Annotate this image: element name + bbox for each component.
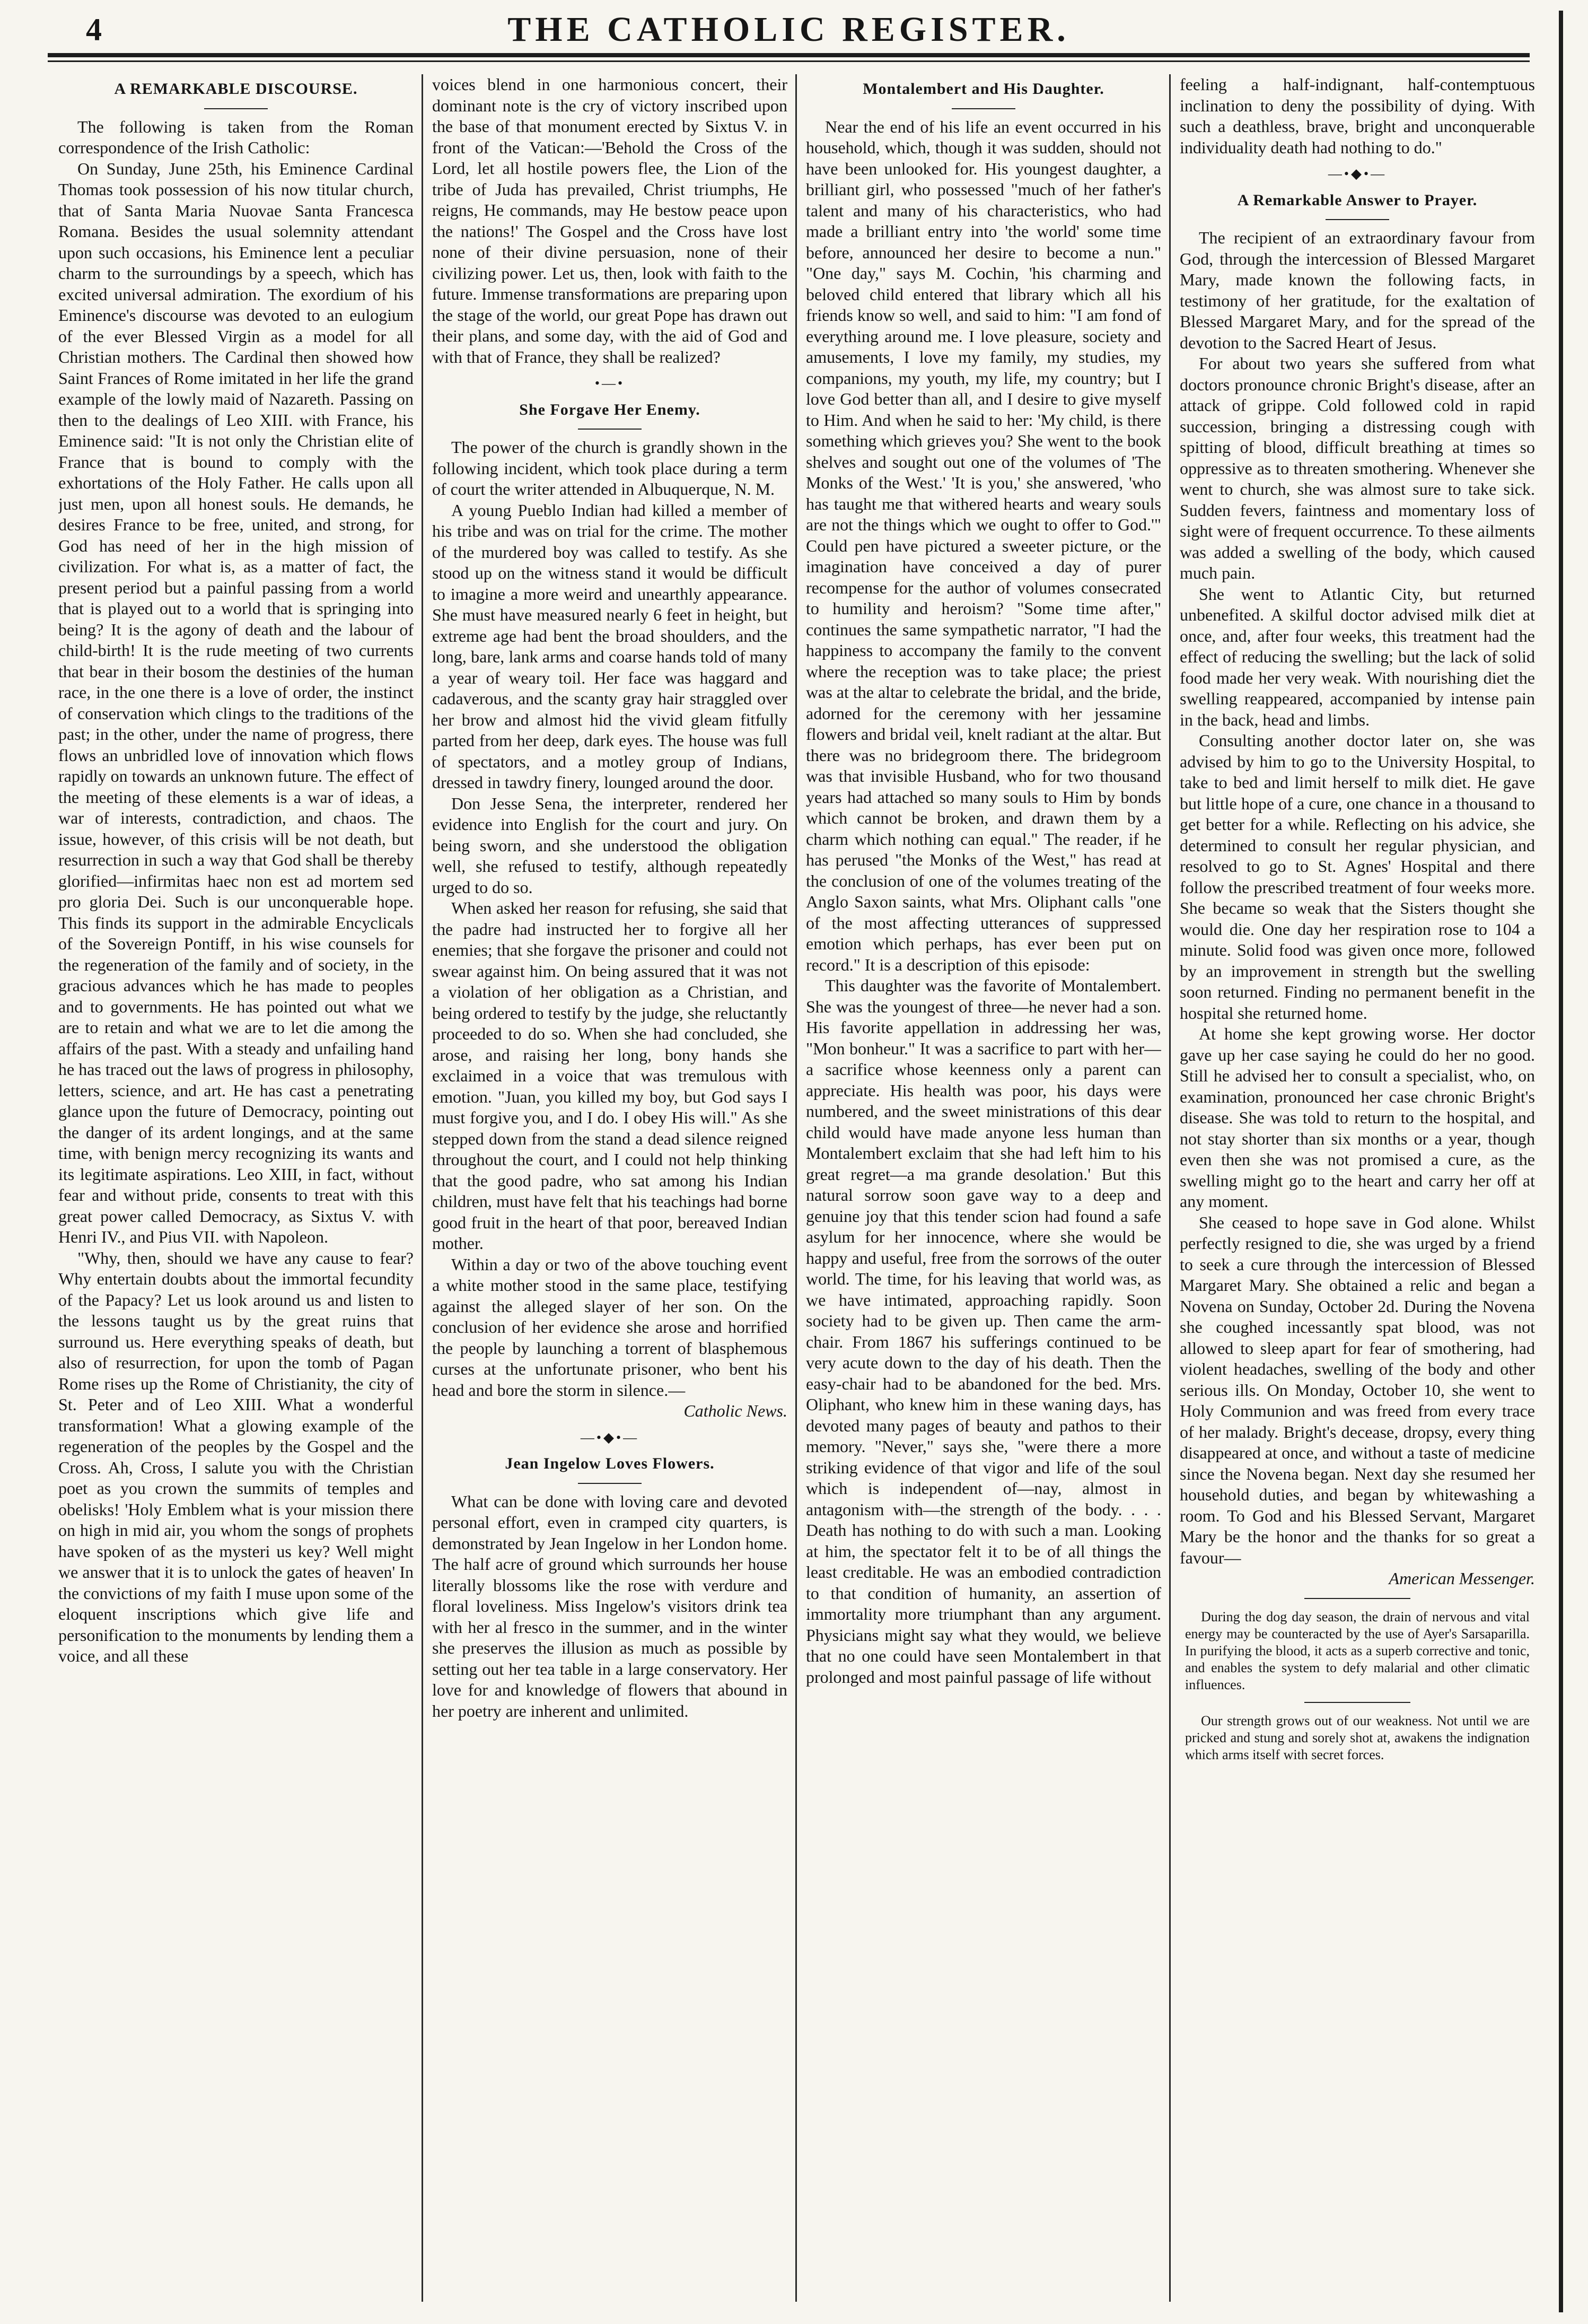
column-2 (432, 74, 787, 2307)
article-paragraph: feeling a half-indignant, half-contemptuous inclination to deny the possibility of dying. With such a deathless, brave, bright and unconquerable individuality death had nothing to do." (1180, 75, 1535, 157)
headline-rule (1326, 219, 1389, 220)
column-3 (806, 74, 1161, 2307)
notice-rule (1304, 1702, 1410, 1703)
headline-answer-to-prayer: A Remarkable Answer to Prayer. (1237, 191, 1478, 209)
column-divider (1169, 74, 1171, 2302)
article-paragraph: At home she kept growing worse. Her doctor gave up her case saying he could do her no good. Still he advised her to consult a specialist, who, on examination, pronounced her case chronic Bright's disease. She was told to return to the hospital, and not stay shorter than six months or a year, though even then she was not promised a cure, as the swelling might go to the heart and carry her off at any moment. (1180, 1024, 1535, 1211)
headline-she-forgave: She Forgave Her Enemy. (519, 400, 700, 418)
headline-rule (578, 429, 642, 430)
newspaper-title: THE CATHOLIC REGISTER. (507, 10, 1070, 49)
column-divider (795, 74, 797, 2302)
article-paragraph: "Why, then, should we have any cause to fear? Why entertain doubts about the immortal fecundity of the Papacy? Let us look around us and listen to the lessons taught us by the great ruins that surround us. Here everything speaks of death, but also of resurrection, for upon the tomb of Pagan Rome rises up the Rome of Christianity, the city of St. Peter and of Leo XIII. What a wonderful transformation! What a glowing example of the regeneration of the peoples by the Gospel and the Cross. Ah, Cross, I salute you with the Christian poet as you crown the summits of temples and obelisks! 'Holy Emblem what is your mission there on high in mid air, you whom the songs of prophets have spoken of as the mysteri us key? Well might we answer that it is to unlock the gates of heaven' In the convictions of my faith I muse upon some of the eloquent inscriptions which give life and personification to the monuments by lending them a voice, and all these (58, 1248, 414, 1665)
article-paragraph: For about two years she suffered from what doctors pronounce chronic Bright's disease, after an attack of grippe. Cold followed cold in rapid succession, bringing a distressing cough with spitting of blood, difficult breathing at times so oppressive as to threaten smothering. Whenever she went to church, she was almost sure to take sick. Sudden fevers, faintness and momentary loss of sight were of frequent occurrence. To these ailments was added a swelling of the body, which caused much pain. (1180, 354, 1535, 582)
article-paragraph: voices blend in one harmonious concert, their dominant note is the cry of victory inscribed upon the base of that monument erected by Sixtus V. in front of the Vatican:—'Behold the Cross of the Lord, let all hostile powers flee, the Lion of the tribe of Juda has prevailed, Christ triumphs, He reigns, He commands, may He bestow peace upon the nations!' The Gospel and the Cross have lost none of their divine persuasion, none of their civilizing power. Let us, then, look with faith to the future. Immense transformations are preparing upon the stage of the world, our great Pope has drawn out their plans, and some day, with the aid of God and with that of France, they shall be realized? (432, 75, 787, 366)
column-divider (422, 74, 423, 2302)
article-paragraph: On Sunday, June 25th, his Eminence Cardinal Thomas took possession of his now titular church, that of Santa Maria Nuovae Santa Francesca Romana. Besides the usual solemnity attendant upon such occasions, his Eminence lent a peculiar charm to the surroundings by a speech, which has excited universal admiration. The exordium of his Eminence's discourse was devoted to an eulogium of the ever Blessed Virgin as a model for all Christian mothers. The Cardinal then showed how Saint Frances of Rome imitated in her life the grand example of the lowly maid of Nazareth. Passing on then to the dealings of Leo XIII. with France, his Eminence said: "It is not only the Christian elite of France that is bound to comply with the exhortations of the Holy Father. He calls upon all just men, upon all honest souls. He demands, he desires France to be free, united, and strong, for God has need of her in the high mission of civilization. For what is, as a matter of fact, the present period but a painful passing from a world that is played out to a world that is springing into being? It is the agony of death and the labour of child-birth! It is the rude meeting of two currents that bear in their bosom the destinies of the human race, in the one there is a love of order, the instinct of conservation which clings to the traditions of the past; in the other, under the name of progress, there flows an unbridled love of innovation which flows rapidly on towards an unknown future. The effect of the meeting of these elements is a war of ideas, a war of interests, contradiction, and chaos. The issue, however, of this crisis will be not death, but resurrection in such a way that God shall be thereby glorified—infirmitas haec non est ad mortem sed pro gloria Dei. Such is our unconquerable hope. This finds its support in the admirable Encyclicals of the Sovereign Pontiff, in his wise counsels for the regeneration of the family and of society, in the gracious advances which he has made to peoples and to governments. He has pointed out what we are to retain and what we are to let die among the affairs of the past. With a steady and unfailing hand he has traced out the laws of progress in philosophy, letters, science, and art. He has cast a penetrating glance upon the future of Democracy, pointing out the danger of its ardent longings, and at the same time, with benign mercy recognizing its wants and its legitimate aspirations. Leo XIII, in fact, without fear and without pride, consents to treat with this great power called Democracy, as Sixtus V. with Henri IV., and Pius VII. with Napoleon. (58, 159, 414, 1246)
advertisement-notice: During the dog day season, the drain of nervous and vital energy may be counteracted by the use of Ayer's Sarsaparilla. In purifying the blood, it acts as a superb corrective and tonic, and enables the system to defy malarial and other climatic influences. (1185, 1609, 1530, 1692)
article-paragraph: The recipient of an extraordinary favour from God, through the intercession of Blessed Margaret Mary, made known the following facts, in testimony of her gratitude, for the exaltation of Blessed Margaret Mary, and for the spread of the devotion to the Sacred Heart of Jesus. (1180, 228, 1535, 352)
article-paragraph: This daughter was the favorite of Montalembert. She was the youngest of three—he never had a son. His favorite appellation in addressing her was, "Mon bonheur." It was a sacrifice to part with her—a sacrifice whose keenness only a parent can appreciate. His health was poor, his days were numbered, and the sweet ministrations of this dear child would have made anyone less human than Montalembert exclaim that she had left him to his great regret—a ma grande desolation.' But this natural sorrow soon gave way to a deep and genuine joy that this tender scion had found a safe asylum for her innocence, where she would be happy and useful, free from the sorrows of the outer world. The time, for his leaving that world was, as we have intimated, approaching rapidly. Soon society had to be given up. Then came the arm-chair. From 1867 his sufferings continued to be very acute down to the day of his death. Then the easy-chair had to be abandoned for the bed. Mrs. Oliphant, who knew him in these waning days, has devoted many pages of beauty and pathos to their memory. "Never," says she, "were there a more striking evidence of that vigor and life of the soul which is independent of—nay, almost in antagonism with—the strength of the body. . . . Death has nothing to do with such a man. Looking at him, the spectator felt it to be of all things the least creditable. He was an embodied contradiction to that condition of humanity, an assertion of immortality more triumphant than any argument. Physicians might say what they would, we believe that no one could have seen Montalembert in that prolonged and most painful passage of life without (806, 976, 1161, 1687)
page-right-border (1559, 11, 1563, 2312)
section-ornament: —•◆•— (580, 1429, 639, 1445)
section-ornament: •—• (594, 375, 625, 391)
masthead (48, 10, 1530, 47)
masthead-rule-thick (48, 53, 1530, 57)
article-credit: American Messenger. (1389, 1569, 1535, 1588)
headline-jean-ingelow: Jean Ingelow Loves Flowers. (505, 1455, 715, 1472)
column-1 (58, 74, 414, 2307)
article-paragraph: She ceased to hope save in God alone. Whilst perfectly resigned to die, she was urged by a friend to seek a cure through the intercession of Blessed Margaret Mary. She obtained a relic and began a Novena on Sunday, October 2d. During the Novena she coughed incessantly spat blood, was not allowed to sleep apart for fear of smothering, had violent headaches, swelling of the body and other serious ills. On Monday, October 10, she went to Holy Communion and was freed from every trace of her malady. Bright's decease, dropsy, every thing disappeared at once, and without a taste of medicine since the Novena began. Next day she resumed her household duties, and began by whitewashing a room. To God and his Blessed Servant, Margaret Mary be the honor and the thanks for so great a favour— (1180, 1212, 1535, 1567)
filler-notice: Our strength grows out of our weakness. Not until we are pricked and stung and sorely shot at, awakens the indignation which arms itself with secret forces. (1185, 1713, 1530, 1762)
article-paragraph: She went to Atlantic City, but returned unbenefited. A skilful doctor advised milk diet at once, and, after four weeks, this treatment had the effect of reducing the swelling; but the lack of solid food made her very weak. With nourishing diet the swelling reappeared, accompanied by intense pain in the back, head and limbs. (1180, 584, 1535, 729)
masthead-rule-thin (48, 60, 1530, 62)
section-ornament: —•◆•— (1328, 166, 1387, 181)
article-paragraph: What can be done with loving care and devoted personal effort, even in cramped city quarters, is demonstrated by Jean Ingelow in her London home. The half acre of ground which surrounds her house literally blossoms like the rose with verdure and floral loveliness. Miss Ingelow's visitors drink tea with her al fresco in the summer, and in the winter she preserves the illusion as much as possible by setting out her tea table in a large conservatory. Her love for and knowledge of flowers that abound in her poetry are inherent and unlimited. (432, 1491, 787, 1720)
article-paragraph: The following is taken from the Roman correspondence of the Irish Catholic: (58, 117, 414, 157)
headline-montalembert: Montalembert and His Daughter. (863, 80, 1104, 98)
column-4 (1180, 74, 1535, 2307)
headline-remarkable-discourse: A REMARKABLE DISCOURSE. (114, 80, 358, 98)
article-credit: Catholic News. (683, 1401, 787, 1420)
headline-rule (952, 108, 1015, 109)
article-paragraph: Don Jesse Sena, the interpreter, rendered her evidence into English for the court and jury. On being sworn, and she understood the obligation well, she refused to testify, although repeatedly urged to do so. (432, 793, 787, 897)
notice-rule (1304, 1598, 1410, 1599)
article-paragraph: Consulting another doctor later on, she was advised by him to go to the University Hospital, to take to bed and limit herself to milk diet. He gave but little hope of a cure, one chance in a thousand to get better for a while. Reflecting on his advice, she determined to consult her regular physician, and resolved to go to St. Agnes' Hospital and there follow the prescribed treatment of four weeks more. She became so weak that the Sisters thought she would die. One day her respiration rose to 104 a minute. Solid food was given once more, followed by an improvement in strength but the swelling soon returned. Finding no permanent benefit in the hospital she returned home. (1180, 731, 1535, 1023)
article-paragraph: Within a day or two of the above touching event a white mother stood in the same place, testifying against the alleged slayer of her son. On the conclusion of her evidence she arose and horrified the people by launching a torrent of blasphemous curses at the unfortunate prisoner, who bent his head and bore the storm in silence.— (432, 1254, 787, 1400)
headline-rule (204, 108, 268, 109)
article-paragraph: A young Pueblo Indian had killed a member of his tribe and was on trial for the crime. The mother of the murdered boy was called to testify. As she stood up on the witness stand it would be difficult to imagine a more weird and unearthly appearance. She must have measured nearly 6 feet in height, but extreme age had bent the broad shoulders, and the long, bare, lank arms and coarse hands told of many a year of weary toil. Her face was haggard and cadaverous, and the scanty gray hair straggled over her brow and almost hid the vivid gleam fitfully parted from her deep, dark eyes. The house was full of spectators, and a motley group of Indians, dressed in tawdry finery, lounged around the door. (432, 500, 787, 792)
headline-rule (578, 1483, 642, 1484)
article-paragraph: The power of the church is grandly shown in the following incident, which took place during a term of court the writer attended in Albuquerque, N. M. (432, 438, 787, 499)
article-paragraph: Near the end of his life an event occurred in his household, which, though it was sudden, should not have been unlooked for. His youngest daughter, a brilliant girl, who possessed "much of her father's talent and many of his characteristics, who had made a brilliant entry into 'the world' some time before, announced her desire to become a nun." "One day," says M. Cochin, 'his charming and beloved child entered that library which all his friends know so well, and said to him: "I am fond of everything around me. I love pleasure, society and amusements, I love my family, my studies, my companions, my youth, my life, my country; but I love God better than all, and I desire to give myself to Him. And when he said to her: 'My child, is there something which grieves you? She went to the book shelves and sought out one of the volumes of 'The Monks of the West.' 'It is you,' she answered, 'who has taught me that withered hearts and weary souls are not the things which we ought to offer to God.'" Could pen have pictured a sweeter picture, or the imagination have conceived a day of purer recompense for the author of volumes consecrated to humility and heroism? "Some time after," continues the same sympathetic narrator, "I had the happiness to accompany the family to the convent where the reception was to take place; the priest was at the altar to celebrate the bridal, and the bride, adorned for the ceremony with her jessamine flowers and bridal veil, knelt radiant at the altar. But there was no bridegroom there. The bridegroom was that invisible Husband, who for two thousand years had attached so many souls to Him by bonds which cannot be broken, and drawn them by a charm which nothing can equal." The reader, if he has perused "the Monks of the West," has read at the conclusion of one of the volumes treating of the Anglo Saxon saints, what Mrs. Oliphant calls "one of the most affecting utterances of suppressed emotion which perhaps, has ever been put on record." It is a description of this episode: (806, 117, 1161, 974)
page-number: 4 (86, 12, 102, 47)
article-paragraph: When asked her reason for refusing, she said that the padre had instructed her to forgive all her enemies; that she forgave the prisoner and could not swear against him. On being assured that it was not a violation of her obligation as a Christian, and being ordered to testify by the judge, she reluctantly proceeded to do so. When she had concluded, she arose, and raising her long, bony hands she exclaimed in a voice that was tremulous with emotion. "Juan, you killed my boy, but God says I must forgive you, and I do. I obey His will." As she stepped down from the stand a dead silence reigned throughout the court, and I could not help thinking that the good padre, who sat among his Indian children, must have felt that his teachings had borne good fruit in the heart of that poor, bereaved Indian mother. (432, 898, 787, 1253)
